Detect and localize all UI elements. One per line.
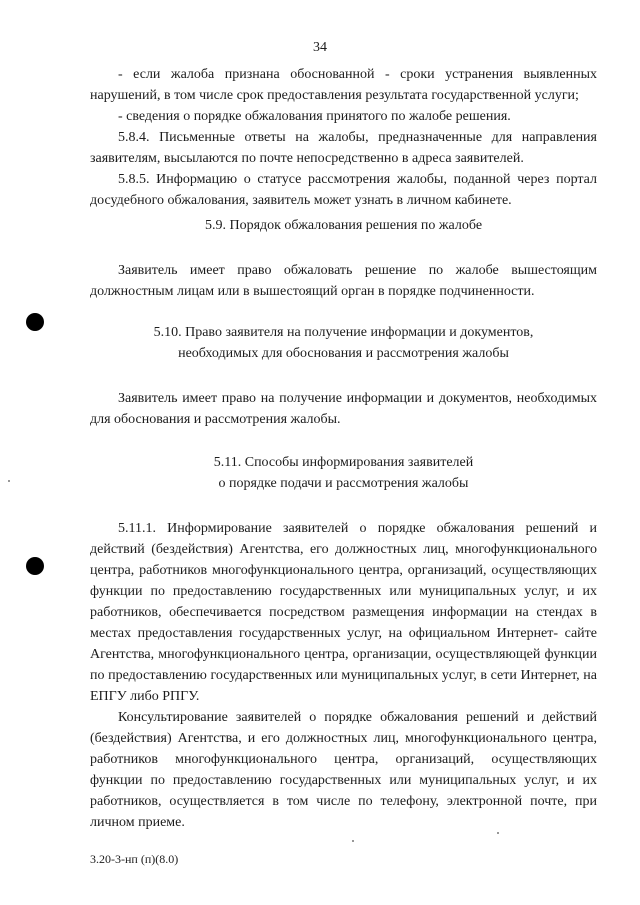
heading-line: 5.10. Право заявителя на получение информации и документов, [153, 325, 534, 340]
paragraph: Заявитель имеет право обжаловать решение по жалобе вышестоящим должностным лицам или в вышестоящий орган в порядке подчиненности. [90, 263, 597, 299]
punch-hole [26, 313, 44, 331]
punch-hole [26, 557, 44, 575]
heading-line: о порядке подачи и рассмотрения жалобы [218, 476, 469, 491]
paragraph: 5.8.4. Письменные ответы на жалобы, предназначенные для направления заявителям, высылаются по почте непосредственно в адреса заявителей. [90, 130, 597, 166]
paragraph: - если жалоба признана обоснованной - сроки устранения выявленных нарушений, в том числе срок предоставления результата государственной услуги; [90, 67, 597, 103]
paragraph: Консультирование заявителей о порядке обжалования решений и действий (бездействия) Агентства, и его должностных лиц, многофункционального центра, работников многофункционального центра, организаций, осуществляющих функции по предоставлению государственных или муниципальных услуг, и их работников, осуществляется в том числе по телефону, электронной почте, при личном приеме. [90, 710, 597, 830]
scan-speck [352, 840, 354, 842]
paragraph: - сведения о порядке обжалования принятого по жалобе решения. [118, 109, 511, 124]
section-heading-5-10 [90, 322, 597, 364]
heading-line: необходимых для обоснования и рассмотрения жалобы [178, 346, 509, 361]
paragraph: Заявитель имеет право на получение информации и документов, необходимых для обоснования и рассмотрения жалобы. [90, 391, 597, 427]
paragraph: 5.8.5. Информацию о статусе рассмотрения жалобы, поданной через портал досудебного обжалования, заявитель может узнать в личном кабинете. [90, 172, 597, 208]
paragraph: 5.11.1. Информирование заявителей о порядке обжалования решений и действий (бездействия) Агентства, его должностных лиц, многофункционального центра, работников многофункционального центра, организаций, осуществляющих функции по предоставлению государственных или муниципальных услуг, и их работников, обеспечивается посредством размещения информации на стендах в местах предоставления государственных услуг, на официальном Интернет- сайте Агентства, многофункционального центра, организации, осуществляющей функции по предоставлению государственных или муниципальных услуг, в сети Интернет, на ЕПГУ либо РПГУ. [90, 521, 597, 704]
document-code-footer: 3.20-3-нп (п)(8.0) [90, 852, 179, 866]
page-number: 34 [313, 40, 327, 55]
section-heading-5-11 [90, 452, 597, 494]
heading-line: 5.11. Способы информирования заявителей [213, 455, 474, 470]
scan-speck [8, 480, 10, 482]
section-heading-5-9: 5.9. Порядок обжалования решения по жалобе [204, 218, 483, 233]
document-body [90, 64, 597, 833]
